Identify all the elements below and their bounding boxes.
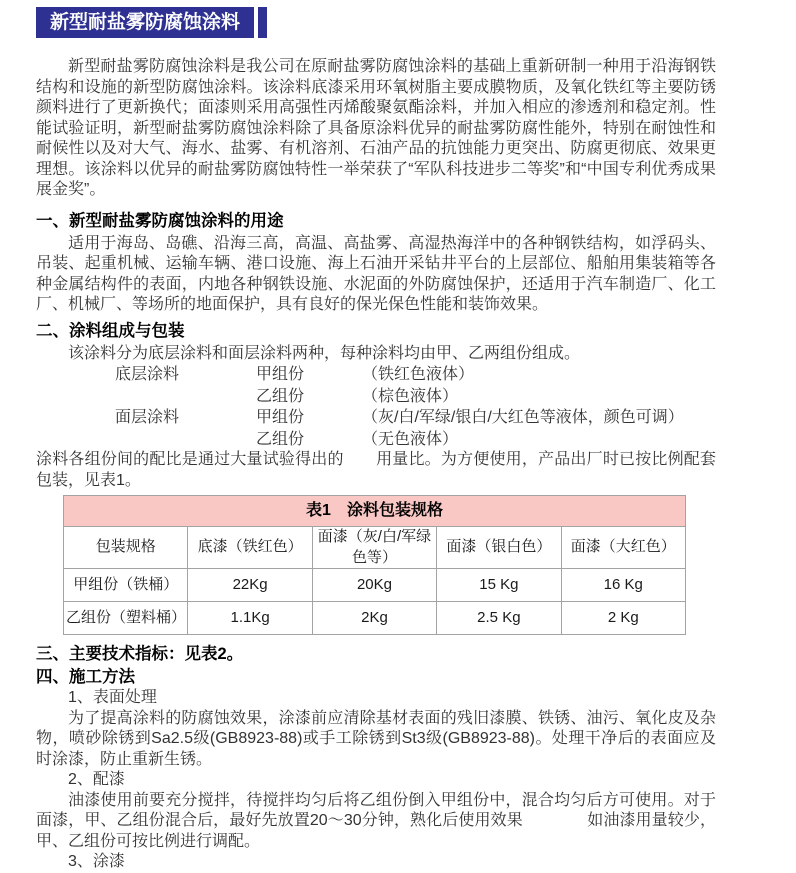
component-row-primer-b [115, 386, 716, 408]
sub3-title: 3、涂漆 [68, 853, 125, 870]
table-cell: 甲组份（铁桶） [64, 569, 188, 602]
intro-paragraph: 新型耐盐雾防腐蚀涂料是我公司在原耐盐雾防腐蚀涂料的基础上重新研制一种用于沿海钢铁结构和设施的新型防腐蚀涂料。该涂料底漆采用环氧树脂主要成膜物质，及氧化铁红等主要防锈颜料进行了更新换代；面漆则采用高强性丙烯酸聚氨酯涂料，并加入相应的渗透剂和稳定剂。性能试验证明，新型耐盐雾防腐蚀涂料除了具备原涂料优异的耐盐雾防腐性能外，特别在耐蚀性和耐候性以及对大气、海水、盐雾、有机溶剂、石油产品的抗蚀能力更突出、防腐更彻底、效果更理想。该涂料以优异的耐盐雾防腐蚀特性一举荣获了“军队科技进步二等奖”和“中国专利优秀成果展金奖”。 [36, 58, 716, 198]
table-row [64, 569, 686, 602]
section-2-heading: 二、涂料组成与包装 [36, 321, 185, 340]
component-row-topcoat-b [115, 429, 716, 451]
component-part: 甲组份 [256, 366, 305, 383]
section-3-heading: 三、主要技术指标：见表2。 [36, 645, 244, 663]
table-cell: 2Kg [312, 602, 436, 635]
col-header: 包装规格 [64, 527, 188, 569]
sub1-title: 1、表面处理 [68, 689, 157, 706]
component-row-topcoat-a [115, 407, 716, 429]
table-cell: 16 Kg [561, 569, 685, 602]
sub2-title: 2、配漆 [68, 771, 125, 788]
component-list [36, 364, 716, 450]
component-desc: （灰/白/军绿/银白/大红色等液体，颜色可调） [362, 409, 684, 426]
col-header: 底漆（铁红色） [188, 527, 312, 569]
packaging-table [63, 495, 686, 635]
component-part: 乙组份 [256, 387, 305, 405]
col-header: 面漆（大红色） [561, 527, 685, 569]
ratio-note: 涂料各组份间的配比是通过大量试验得出的 用量比。为方便使用，产品出厂时已按比例配套包装，见表1。 [36, 451, 716, 489]
component-layer [115, 429, 256, 451]
component-part: 乙组份 [256, 430, 305, 448]
col-header: 面漆（银白色） [437, 527, 561, 569]
table-cell: 15 Kg [437, 569, 561, 602]
section-4-heading: 四、施工方法 [36, 668, 135, 686]
sub2-body: 油漆使用前要充分搅拌，待搅拌均匀后将乙组份倒入甲组份中，混合均匀后方可使用。对于面漆，甲、乙组份混合后，最好先放置20～30分钟，熟化后使用效果 如油漆用量较少，甲、乙组份可按比例进行调配。 [36, 791, 716, 850]
table-cell: 2.5 Kg [437, 602, 561, 635]
table-cell: 20Kg [312, 569, 436, 602]
section-2-intro: 该涂料分为底层涂料和面层涂料两种，每种涂料均由甲、乙两组份组成。 [68, 344, 581, 362]
page-title: 新型耐盐雾防腐蚀涂料 [36, 7, 254, 38]
table-cell: 22Kg [188, 569, 312, 602]
component-desc: （铁红色液体） [362, 366, 475, 383]
title-accent-bar [258, 7, 267, 38]
col-header: 面漆（灰/白/军绿色等） [312, 527, 436, 569]
component-row-primer-a [115, 364, 716, 386]
document-body [0, 57, 796, 873]
section-1-body: 适用于海岛、岛礁、沿海三高，高温、高盐雾、高湿热海洋中的各种钢铁结构，如浮码头、吊装、起重机械、运输车辆、港口设施、海上石油开采钻井平台的上层部位、船舶用集装箱等各种金属结构件的表面，内地各种钢铁设施、水泥面的外防腐蚀保护，还适用于汽车制造厂、化工厂、机械厂、等场所的地面保护，具有良好的保光保色性能和装饰效果。 [36, 234, 716, 313]
table-header-row [64, 527, 686, 569]
table-cell: 1.1Kg [188, 602, 312, 635]
component-layer: 底层涂料 [115, 366, 180, 383]
component-desc: （棕色液体） [362, 387, 459, 405]
section-1-heading: 一、新型耐盐雾防腐蚀涂料的用途 [36, 211, 284, 230]
table-caption-row [64, 496, 686, 527]
table-row [64, 602, 686, 635]
component-desc: （无色液体） [362, 430, 459, 448]
component-layer: 面层涂料 [115, 409, 180, 426]
component-layer [115, 386, 256, 408]
title-banner [0, 0, 796, 38]
sub1-body: 为了提高涂料的防腐蚀效果，涂漆前应清除基材表面的残旧漆膜、铁锈、油污、氧化皮及杂物，喷砂除锈到Sa2.5级(GB8923-88)或手工除锈到St3级(GB8923-88)。处理干净后的表面应及时涂漆，防止重新生锈。 [36, 709, 716, 768]
table-cell: 乙组份（塑料桶） [64, 602, 188, 635]
component-part: 甲组份 [256, 409, 305, 426]
table-cell: 2 Kg [561, 602, 685, 635]
table-caption: 表1 涂料包装规格 [64, 496, 686, 527]
